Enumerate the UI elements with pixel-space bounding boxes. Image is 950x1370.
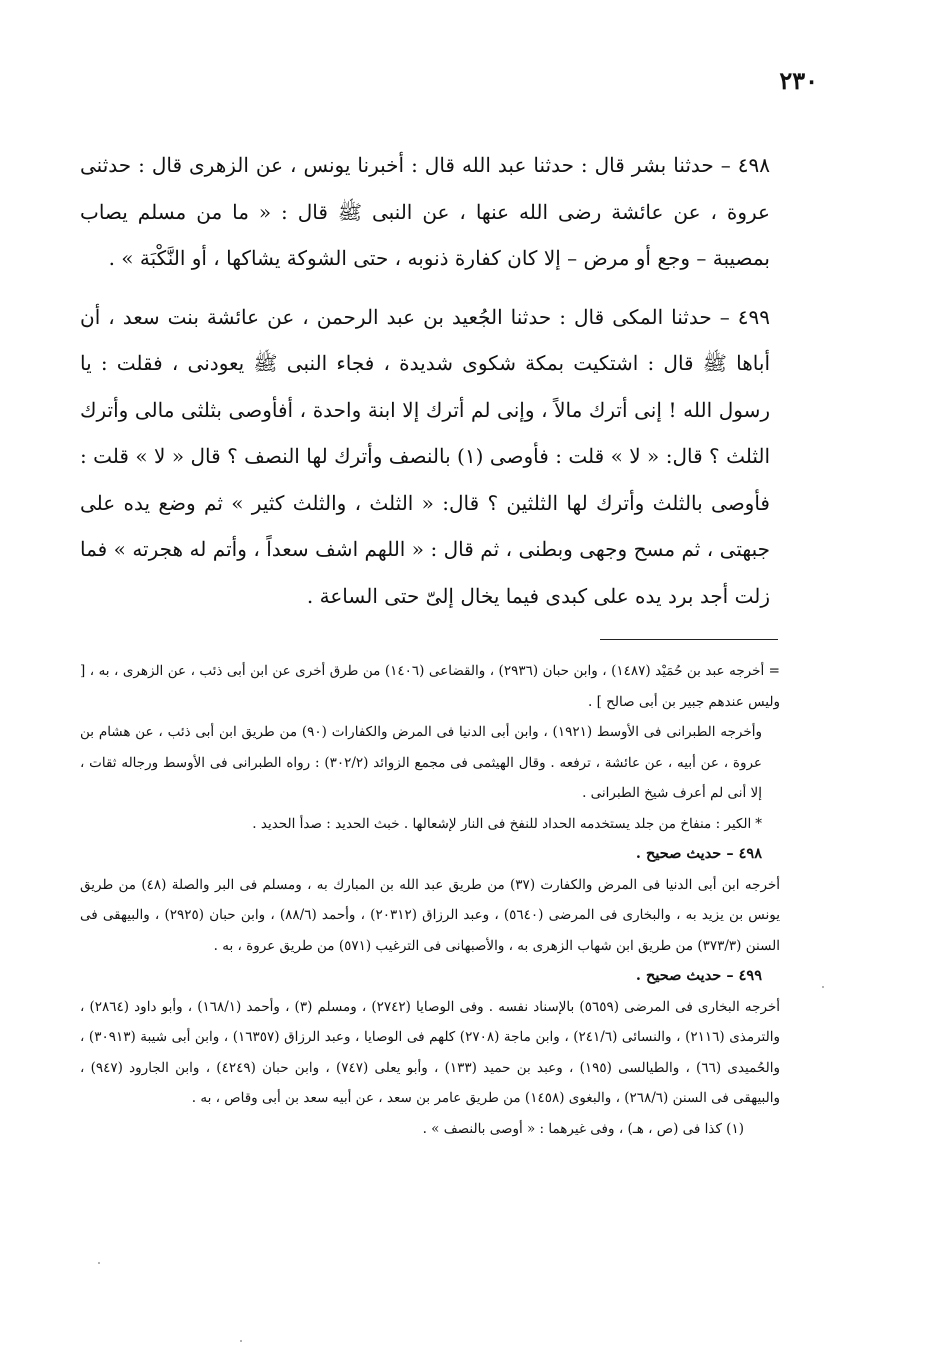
heading-498: ٤٩٨ – حديث صحيح .	[635, 845, 762, 862]
page-number: ٢٣٠	[779, 66, 818, 95]
star-icon: *	[755, 815, 762, 832]
footnote-kir	[80, 809, 780, 840]
scan-speck	[98, 1262, 100, 1264]
footnote-continued-2: وأخرجه الطبرانى فى الأوسط (١٩٢١) ، وابن أبى الدنيا فى المرض والكفارات (٩٠) من طريق ابن أبى ذئب ، عن هشام بن عروة ، عن أبيه ، عن عائشة ، ترفعه . وقال الهيثمى فى مجمع الزوائد (٣٠٢/٢) : رواه الطبرانى فى الأوسط ورجاله ثقات ، إلا أنى لم أعرف شيخ الطبرانى .	[80, 724, 762, 801]
footnote-divider	[600, 639, 778, 640]
scan-speck	[240, 1340, 242, 1342]
hadith-498: ٤٩٨ – حدثنا بشر قال : حدثنا عبد الله قال : أخبرنا يونس ، عن الزهرى قال : حدثنى عروة ، عن عائشة رضى الله عنها ، عن النبى ﷺ قال : « ما من مسلم يصاب بمصيبة – وجع أو مرض – إلا كان كفارة ذنوبه ، حتى الشوكة يشاكها ، أو النَّكْبَة » .	[80, 153, 770, 270]
scan-speck	[822, 986, 824, 988]
footnotes	[80, 656, 780, 1144]
main-text	[80, 142, 770, 631]
takhrij-499: أخرجه البخارى فى المرضى (٥٦٥٩) بالإسناد نفسه . وفى الوصايا (٢٧٤٢) ، ومسلم (٣) ، وأحمد (١٦٨/١) ، وأبو داود (٢٨٦٤) ، والترمذى (٢١١٦) ، والنسائى (٢٤١/٦) ، وابن ماجة (٢٧٠٨) كلهم فى الوصايا ، وعبد الرزاق (١٦٣٥٧) ، وابن أبى شيبة (٣٠٩١٣) ، والحُميدى (٦٦) ، والطيالسى (١٩٥) ، وعبد بن حميد (١٣٣) ، وأبو يعلى (٧٤٧) ، وابن حبان (٤٢٤٩) ، وابن الجارود (٩٤٧) ، والبيهقى فى السنن (٢٦٨/٦) ، والبغوى (١٤٥٨) من طريق عامر بن سعد ، عن أبيه سعد بن أبى وقاص ، به .	[80, 998, 781, 1106]
hadith-499: ٤٩٩ – حدثنا المكى قال : حدثنا الجُعيد بن عبد الرحمن ، عن عائشة بنت سعد ، أن أباها ﷺ قال : اشتكيت بمكة شكوى شديدة ، فجاء النبى ﷺ يعودنى ، فقلت : يا رسول الله ! إنى أترك مالاً ، وإنى لم أترك إلا ابنة واحدة ، أفأوصى بثلثى مالى وأترك الثلث ؟ قال: « لا » قلت : فأوصى (١) بالنصف وأترك لها النصف ؟ قال « لا » قلت : فأوصى بالثلث وأترك لها الثلثين ؟ قال: « الثلث ، والثلث كثير » ثم وضع يده على جبهتى ، ثم مسح وجهى وبطنى ، ثم قال : « اللهم اشف سعداً ، وأتم له هجرته » فما زلت أجد برد يده على كبدى فيما يخال إلىّ حتى الساعة .	[80, 304, 771, 608]
heading-499: ٤٩٩ – حديث صحيح .	[635, 967, 762, 984]
footnote-kir-text: الكير : منفاخ من جلد يستخدمه الحداد للنفخ فى النار لإشعالها . خبث الحديد : صدأ الحديد .	[252, 815, 752, 832]
footnote-1: (١) كذا فى (ص ، هـ) ، وفى غيرهما : « أوصى بالنصف » .	[422, 1120, 744, 1137]
footnote-continued-1: = أخرجه عبد بن حُمَيْد (١٤٨٧) ، وابن حبان (٢٩٣٦) ، والقضاعى (١٤٠٦) من طرق أخرى عن ابن أبى ذئب ، عن الزهرى ، به ، [ وليس عندهم جبير بن أبى صالح ] .	[80, 663, 780, 710]
takhrij-498: أخرجه ابن أبى الدنيا فى المرض والكفارت (٣٧) من طريق عبد الله بن المبارك به ، ومسلم فى البر والصلة (٤٨) من طريق يونس بن يزيد به ، والبخارى فى المرضى (٥٦٤٠) ، وعبد الرزاق (٢٠٣١٢) ، وأحمد (٨٨/٦) ، وابن حبان (٢٩٢٥) ، والبيهقى فى السنن (٣٧٣/٣) من طريق ابن شهاب الزهرى به ، والأصبهانى فى الترغيب (٥٧١) من طريق عروة ، به .	[80, 876, 780, 954]
